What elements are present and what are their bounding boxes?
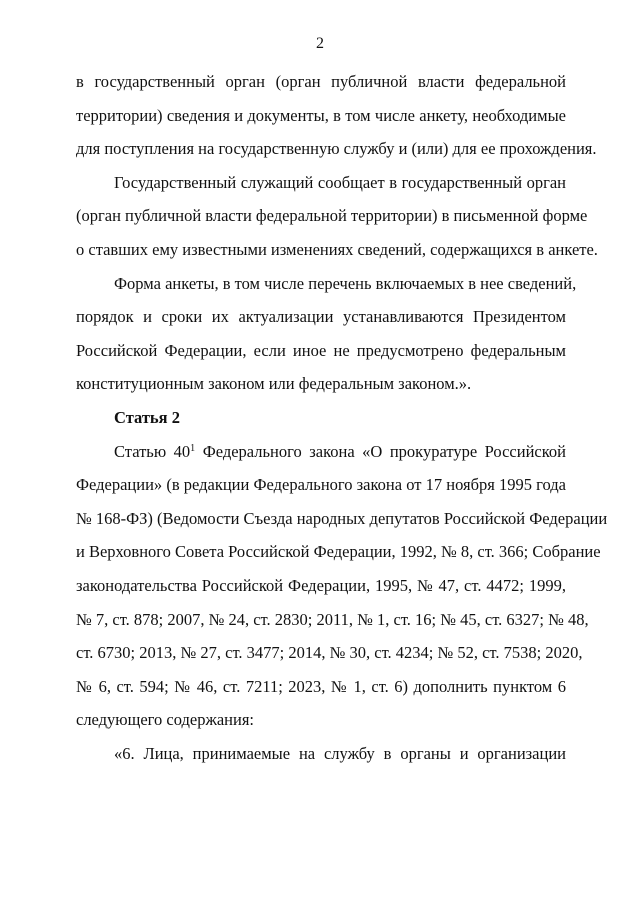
text-line: следующего содержания: — [76, 710, 255, 730]
text-line: Российской Федерации, если иное не предусмотрено федеральным — [76, 340, 566, 360]
text-line — [76, 435, 566, 469]
text-line: конституционным законом или федеральным законом.». — [76, 374, 472, 394]
law-article-number: Статью 40 — [114, 441, 191, 461]
text-line: № 6, ст. 594; № 46, ст. 7211; 2023, № 1, ст. 6) дополнить пунктом 6 — [76, 676, 566, 696]
text-line: ст. 6730; 2013, № 27, ст. 3477; 2014, № 30, ст. 4234; № 52, ст. 7538; 2020, — [76, 643, 583, 663]
text-line: территории) сведения и документы, в том числе анкету, необходимые — [76, 105, 566, 125]
page-number: 2 — [316, 35, 324, 52]
law-title-text: Федерального закона «О прокуратуре Российской — [202, 441, 566, 461]
paragraph-form-of-questionnaire — [76, 267, 577, 401]
text-line: порядок и сроки их актуализации устанавливаются Президентом — [76, 307, 566, 327]
text-line: № 7, ст. 878; 2007, № 24, ст. 2830; 2011, № 1, ст. 16; № 45, ст. 6327; № 48, — [76, 609, 589, 629]
document-body — [76, 65, 608, 770]
text-line: Форма анкеты, в том числе перечень включаемых в нее сведений, — [114, 273, 577, 293]
paragraph-civil-servant-notice — [76, 166, 598, 267]
article-superscript: 1 — [190, 442, 196, 454]
text-line: «6. Лица, принимаемые на службу в органы и организации — [114, 743, 566, 763]
text-line: Федерации» (в редакции Федерального закона от 17 ноября 1995 года — [76, 475, 566, 495]
text-line: № 168-ФЗ) (Ведомости Съезда народных депутатов Российской Федерации — [76, 508, 608, 528]
text-line: для поступления на государственную службу и (или) для ее прохождения. — [76, 139, 597, 159]
paragraph-article-2-amendment — [76, 435, 608, 737]
article-heading: Статья 2 — [114, 407, 180, 427]
text-line: (орган публичной власти федеральной территории) в письменной форме — [76, 206, 588, 226]
paragraph-continuation — [76, 65, 597, 166]
text-line: законодательства Российской Федерации, 1995, № 47, ст. 4472; 1999, — [76, 575, 566, 595]
paragraph-quoted-point-6 — [76, 737, 566, 771]
text-line: и Верховного Совета Российской Федерации, 1992, № 8, ст. 366; Собрание — [76, 542, 601, 562]
text-line: в государственный орган (орган публичной власти федеральной — [76, 72, 566, 91]
text-line: о ставших ему известными изменениях сведений, содержащихся в анкете. — [76, 239, 598, 259]
text-line: Государственный служащий сообщает в государственный орган — [114, 172, 566, 192]
